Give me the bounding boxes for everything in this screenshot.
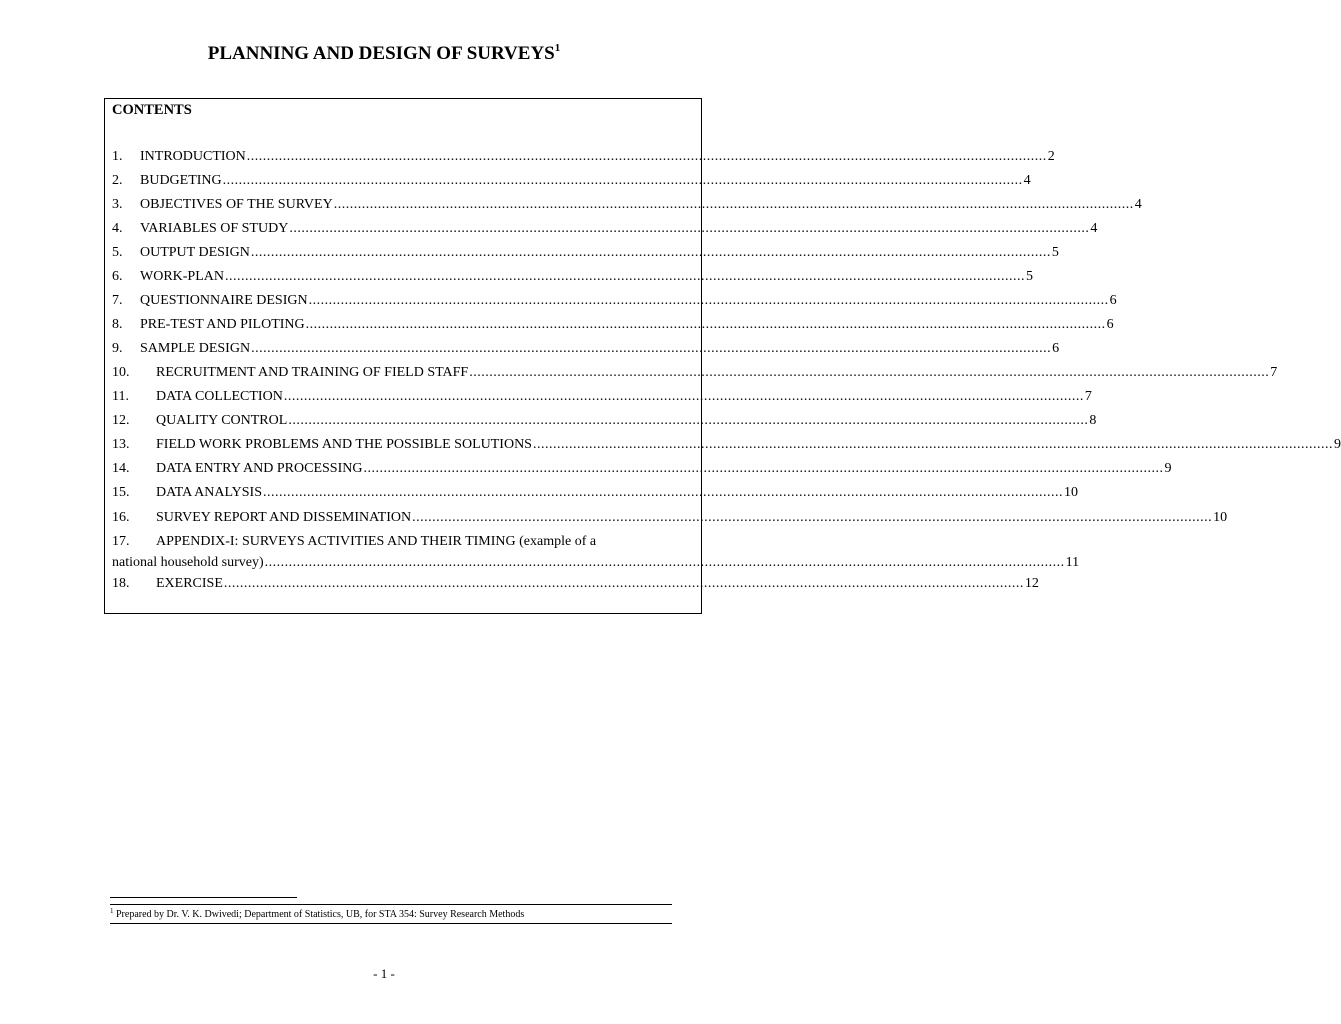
toc-entry-17[interactable] [112, 533, 1080, 572]
toc-number: 16. [112, 510, 130, 525]
toc-page: 10 [1064, 485, 1078, 500]
toc-number: 10. [112, 365, 130, 380]
toc-entry-13[interactable] [112, 436, 1341, 454]
toc-label: DATA ENTRY AND PROCESSING [156, 461, 363, 476]
toc-number: 9. [112, 341, 123, 356]
contents-heading: CONTENTS [112, 102, 192, 118]
toc-entry-4[interactable] [112, 220, 1098, 238]
page-title-text: PLANNING AND DESIGN OF SURVEYS [207, 43, 555, 64]
toc-leader-dots: ........................................................................................................................................................................................................ [264, 555, 1065, 570]
toc-number: 2. [112, 173, 123, 188]
toc-label: QUALITY CONTROL [156, 413, 288, 428]
toc-label: INTRODUCTION [140, 149, 246, 164]
toc-leader-dots: ........................................................................................................................................................................................................ [469, 365, 1270, 380]
toc-leader-dots: ........................................................................................................................................................................................................ [363, 461, 1164, 476]
toc-number: 11. [112, 389, 129, 404]
toc-page: 7 [1270, 365, 1278, 380]
toc-entry-2[interactable] [112, 172, 1031, 190]
toc-leader-dots: ........................................................................................................................................................................................................ [251, 341, 1052, 356]
toc-entry-18[interactable] [112, 575, 1039, 593]
toc-page: 5 [1026, 269, 1033, 284]
toc-entry-5[interactable] [112, 244, 1059, 262]
toc-number: 15. [112, 485, 130, 500]
toc-number: 13. [112, 437, 130, 452]
page-number: - 1 - [373, 966, 395, 981]
page-title [0, 42, 768, 65]
toc-label: SURVEY REPORT AND DISSEMINATION [156, 510, 412, 525]
toc-label: VARIABLES OF STUDY [140, 221, 289, 236]
toc-page: 6 [1052, 341, 1060, 356]
toc-page: 11 [1065, 555, 1080, 570]
toc-number: 5. [112, 245, 123, 260]
toc-page: 5 [1051, 245, 1059, 260]
toc-entry-6[interactable] [112, 268, 1033, 286]
toc-label: QUESTIONNAIRE DESIGN [140, 293, 308, 308]
toc-page: 9 [1333, 437, 1341, 452]
toc-label-line1: APPENDIX-I: SURVEYS ACTIVITIES AND THEIR TIMING (example of a [156, 534, 597, 549]
toc-leader-dots: ........................................................................................................................................................................................................ [308, 293, 1109, 308]
toc-label: BUDGETING [140, 173, 222, 188]
footnote-mark: 1 [110, 907, 114, 915]
toc-number: 12. [112, 413, 130, 428]
toc-label: WORK-PLAN [140, 269, 224, 284]
toc-number: 3. [112, 197, 123, 212]
toc-page: 4 [1023, 173, 1031, 188]
toc-leader-dots: ........................................................................................................................................................................................................ [289, 221, 1090, 236]
toc-label: SAMPLE DESIGN [140, 341, 251, 356]
footnote-text: Prepared by Dr. V. K. Dwivedi; Department of Statistics, UB, for STA 354: Survey Research Methods [116, 909, 525, 920]
toc-entry-12[interactable] [112, 412, 1097, 430]
toc-label: PRE-TEST AND PILOTING [140, 317, 305, 332]
toc-page: 9 [1164, 461, 1172, 476]
toc-number: 7. [112, 293, 123, 308]
toc-leader-dots: ........................................................................................................................................................................................................ [333, 197, 1134, 212]
toc-leader-dots: ........................................................................................................................................................................................................ [305, 317, 1106, 332]
toc-label: DATA COLLECTION [156, 389, 283, 404]
toc-page: 2 [1047, 149, 1055, 164]
toc-number: 17. [112, 534, 130, 549]
toc-entry-14[interactable] [112, 460, 1172, 478]
toc-leader-dots: ........................................................................................................................................................................................................ [263, 485, 1063, 500]
toc-number: 4. [112, 221, 123, 236]
toc-page: 4 [1134, 197, 1142, 212]
toc-entry-7[interactable] [112, 292, 1117, 310]
toc-leader-dots: ........................................................................................................................................................................................................ [288, 413, 1089, 428]
toc-leader-dots: ........................................................................................................................................................................................................ [222, 173, 1023, 188]
toc-entry-10[interactable] [112, 364, 1278, 382]
footnote-separator [110, 897, 297, 898]
title-footnote-mark: 1 [554, 42, 561, 54]
toc-page: 4 [1090, 221, 1098, 236]
toc-leader-dots: ........................................................................................................................................................................................................ [225, 269, 1025, 284]
toc-page: 10 [1213, 510, 1228, 525]
toc-number: 8. [112, 317, 123, 332]
toc-number: 18. [112, 576, 130, 591]
toc-entry-15[interactable] [112, 484, 1078, 502]
toc-page: 6 [1109, 293, 1117, 308]
toc-number: 6. [112, 269, 123, 284]
toc-leader-dots: ........................................................................................................................................................................................................ [246, 149, 1047, 164]
toc-leader-dots: ........................................................................................................................................................................................................ [223, 576, 1024, 591]
toc-leader-dots: ........................................................................................................................................................................................................ [250, 245, 1051, 260]
toc-entry-8[interactable] [112, 316, 1114, 334]
toc-label: EXERCISE [156, 576, 223, 591]
toc-leader-dots: ........................................................................................................................................................................................................ [412, 510, 1213, 525]
toc-leader-dots: ........................................................................................................................................................................................................ [532, 437, 1333, 452]
toc-label: DATA ANALYSIS [156, 485, 262, 500]
toc-page: 12 [1024, 576, 1039, 591]
toc-number: 1. [112, 149, 123, 164]
toc-entry-3[interactable] [112, 196, 1142, 214]
toc-label-line2: national household survey) [112, 555, 264, 570]
footnote [110, 904, 672, 924]
toc-entry-11[interactable] [112, 388, 1092, 406]
toc-number: 14. [112, 461, 130, 476]
toc-entry-16[interactable] [112, 509, 1228, 527]
toc-page: 8 [1089, 413, 1097, 428]
toc-entry-1[interactable] [112, 148, 1055, 166]
toc-page: 6 [1106, 317, 1114, 332]
toc-label: OBJECTIVES OF THE SURVEY [140, 197, 333, 212]
toc-label: OUTPUT DESIGN [140, 245, 250, 260]
table-of-contents [104, 98, 1341, 614]
toc-page: 7 [1084, 389, 1092, 404]
toc-leader-dots: ........................................................................................................................................................................................................ [283, 389, 1084, 404]
toc-label: RECRUITMENT AND TRAINING OF FIELD STAFF [156, 365, 469, 380]
toc-label: FIELD WORK PROBLEMS AND THE POSSIBLE SOLUTIONS [156, 437, 532, 452]
toc-entry-9[interactable] [112, 340, 1060, 358]
